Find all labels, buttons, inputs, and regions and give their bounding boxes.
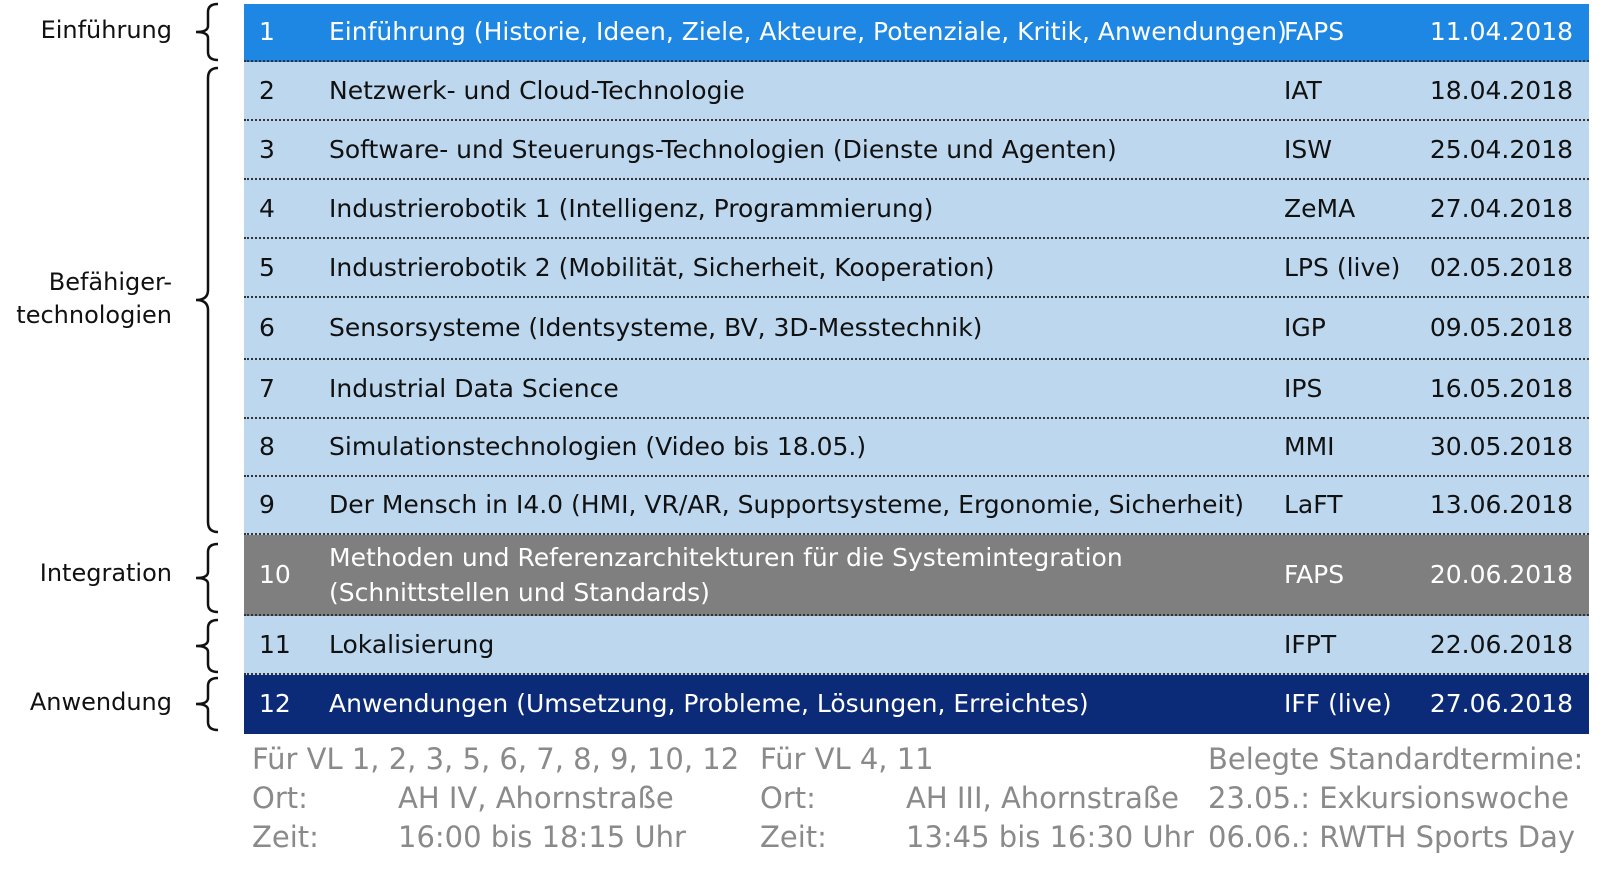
lecture-date: 11.04.2018	[1429, 17, 1573, 46]
lecture-institute: MMI	[1284, 432, 1335, 461]
lecture-date: 18.04.2018	[1429, 76, 1573, 105]
group-label-anwendung: Anwendung	[29, 688, 172, 716]
lecture-row	[244, 180, 1589, 239]
lecture-date: 02.05.2018	[1429, 253, 1573, 282]
lecture-number: 2	[259, 76, 275, 105]
brace-einfuehrung	[190, 2, 222, 62]
lecture-title: Industrierobotik 2 (Mobilität, Sicherheit, Kooperation)	[329, 253, 995, 282]
footer-col1-heading: Für VL 1, 2, 3, 5, 6, 7, 8, 9, 10, 12	[252, 742, 740, 776]
lecture-date: 22.06.2018	[1429, 630, 1573, 659]
lecture-title: Software- und Steuerungs-Technologien (Dienste und Agenten)	[329, 135, 1117, 164]
lecture-row	[244, 121, 1589, 180]
lecture-row	[244, 298, 1589, 360]
lecture-institute: LaFT	[1284, 490, 1343, 519]
lecture-institute: ZeMA	[1284, 194, 1356, 223]
lecture-title: Industrial Data Science	[329, 374, 619, 403]
lecture-title: Industrierobotik 1 (Intelligenz, Programmierung)	[329, 194, 934, 223]
lecture-title: Sensorsysteme (Identsysteme, BV, 3D-Messtechnik)	[329, 313, 983, 342]
lecture-title-line1: Methoden und Referenzarchitekturen für die Systemintegration	[329, 543, 1123, 572]
lecture-row	[244, 62, 1589, 121]
footer-col3-line1: 23.05.: Exkursionswoche	[1208, 781, 1569, 815]
lecture-title: Einführung (Historie, Ideen, Ziele, Akteure, Potenziale, Kritik, Anwendungen)	[329, 17, 1287, 46]
lecture-institute: ISW	[1284, 135, 1332, 164]
footer-col1-zeit: 16:00 bis 18:15 Uhr	[398, 820, 686, 854]
lecture-institute: FAPS	[1284, 560, 1345, 589]
lecture-date: 13.06.2018	[1429, 490, 1573, 519]
lecture-title-line2: (Schnittstellen und Standards)	[329, 578, 710, 607]
lecture-date: 30.05.2018	[1429, 432, 1573, 461]
lecture-number: 4	[259, 194, 275, 223]
footer-col2-ort: AH III, Ahornstraße	[906, 781, 1179, 815]
lecture-title: Netzwerk- und Cloud-Technologie	[329, 76, 745, 105]
lecture-number: 12	[259, 689, 291, 718]
brace-befaehigertechnologien	[190, 66, 222, 534]
lecture-date: 20.06.2018	[1429, 560, 1573, 589]
lecture-row	[244, 477, 1589, 535]
lecture-row	[244, 675, 1589, 734]
lecture-row	[244, 535, 1589, 616]
lecture-date: 27.04.2018	[1429, 194, 1573, 223]
lecture-row	[244, 616, 1589, 675]
lecture-date: 16.05.2018	[1429, 374, 1573, 403]
lecture-institute: IAT	[1284, 76, 1322, 105]
lecture-institute: IFPT	[1284, 630, 1337, 659]
lecture-title: Simulationstechnologien (Video bis 18.05.)	[329, 432, 867, 461]
lecture-title: Der Mensch in I4.0 (HMI, VR/AR, Supportsysteme, Ergonomie, Sicherheit)	[329, 490, 1245, 519]
footer-col1-ort-label: Ort:	[252, 781, 308, 815]
lecture-date: 25.04.2018	[1429, 135, 1573, 164]
group-label-befaehigertechnologien: Befähiger- technologien	[16, 268, 172, 329]
lecture-institute: LPS (live)	[1284, 253, 1401, 282]
lecture-title	[329, 540, 1123, 610]
lecture-row	[244, 419, 1589, 477]
lecture-number: 3	[259, 135, 275, 164]
lecture-date: 09.05.2018	[1429, 313, 1573, 342]
lecture-institute: IFF (live)	[1284, 689, 1392, 718]
footer-col2-heading: Für VL 4, 11	[760, 742, 934, 776]
lecture-title: Lokalisierung	[329, 630, 495, 659]
group-label-einfuehrung: Einführung	[40, 16, 172, 44]
footer-col3-heading: Belegte Standardtermine:	[1208, 742, 1584, 776]
footer-col2-zeit-label: Zeit:	[760, 820, 827, 854]
footer-col2-zeit: 13:45 bis 16:30 Uhr	[906, 820, 1194, 854]
brace-lokalisierung	[190, 618, 222, 674]
lecture-row	[244, 360, 1589, 419]
footer-col3-line2: 06.06.: RWTH Sports Day	[1208, 820, 1576, 854]
lecture-row	[244, 4, 1589, 62]
lecture-number: 6	[259, 313, 275, 342]
group-label-integration: Integration	[39, 559, 172, 587]
brace-anwendung	[190, 676, 222, 732]
lecture-number: 10	[259, 560, 291, 589]
lecture-institute: IPS	[1284, 374, 1323, 403]
lecture-number: 9	[259, 490, 275, 519]
footer-col1-zeit-label: Zeit:	[252, 820, 319, 854]
lecture-number: 11	[259, 630, 291, 659]
lecture-row	[244, 239, 1589, 298]
lecture-number: 8	[259, 432, 275, 461]
footer-col2-ort-label: Ort:	[760, 781, 816, 815]
footer-col1-ort: AH IV, Ahornstraße	[398, 781, 674, 815]
lecture-title: Anwendungen (Umsetzung, Probleme, Lösungen, Erreichtes)	[329, 689, 1089, 718]
lecture-number: 5	[259, 253, 275, 282]
brace-integration	[190, 542, 222, 614]
lecture-number: 7	[259, 374, 275, 403]
lecture-date: 27.06.2018	[1429, 689, 1573, 718]
lecture-institute: FAPS	[1284, 17, 1345, 46]
lecture-number: 1	[259, 17, 275, 46]
lecture-institute: IGP	[1284, 313, 1326, 342]
